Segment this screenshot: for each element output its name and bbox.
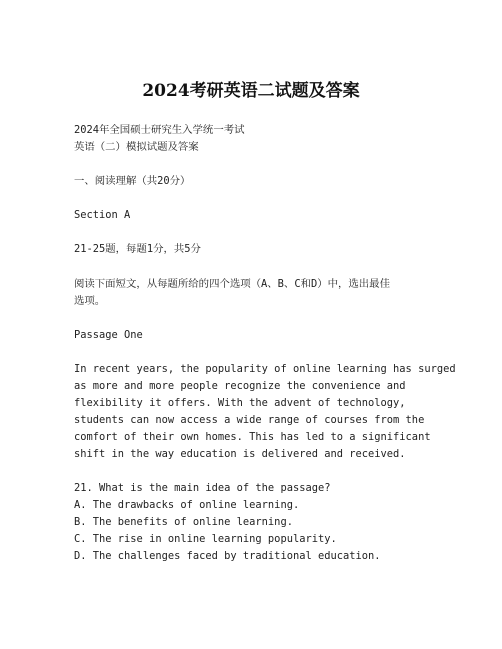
question-21 [74,480,434,565]
option-c: C. The rise in online learning popularity. [74,533,337,545]
passage-line: students can now access a wide range of courses from the [74,414,425,426]
passage-line: shift in the way education is delivered and received. [74,448,406,460]
option-d: D. The challenges faced by traditional education. [74,550,381,562]
passage-line: flexibility it offers. With the advent of technology, [74,397,406,409]
exam-subheading: 英语（二）模拟试题及答案 [74,141,199,153]
question-range: 21-25题，每题1分，共5分 [74,243,201,255]
passage-line: In recent years, the popularity of online learning has surged [74,363,456,375]
passage-label: Passage One [74,329,143,341]
option-a: A. The drawbacks of online learning. [74,499,300,511]
section-label: Section A [74,209,131,221]
exam-header [74,122,434,156]
instruction-line: 阅读下面短文，从每题所给的四个选项（A、B、C和D）中，选出最佳 [74,278,390,290]
document-title: 2024考研英语二试题及答案 [142,81,360,101]
passage-line: as more and more people recognize the convenience and [74,380,406,392]
option-b: B. The benefits of online learning. [74,516,293,528]
part-heading: 一、阅读理解（共20分） [74,175,191,187]
exam-heading: 2024年全国硕士研究生入学统一考试 [74,124,245,136]
passage-line: comfort of their own homes. This has led to a significant [74,431,431,443]
instruction-line: 选项。 [74,295,106,307]
question-stem: 21. What is the main idea of the passage? [74,482,331,494]
instructions [74,276,434,310]
passage-body [74,361,456,463]
